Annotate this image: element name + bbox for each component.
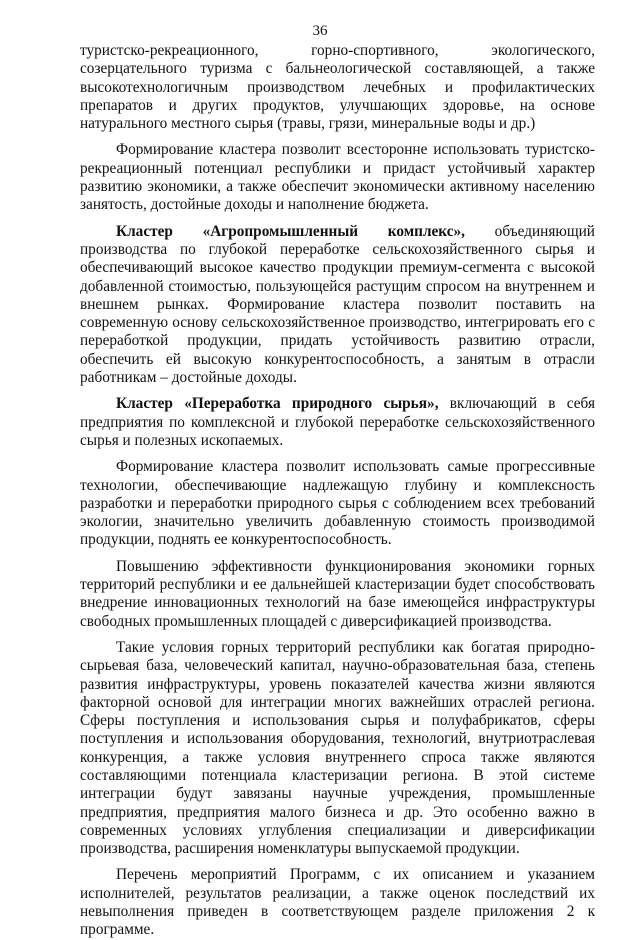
raw-materials-cluster-text: включающий в себя предприятия по комплексной и глубокой переработке сельскохозяйственного сырья и полезных ископаемых. xyxy=(80,395,595,449)
agro-cluster-heading: Кластер «Агропромышленный комплекс», xyxy=(116,222,466,240)
page-number: 36 xyxy=(312,23,328,39)
paragraph-program-list: Перечень мероприятий Программ, с их описанием и указанием исполнителей, результатов реализации, а также оценок последствий их невыполнения приведен в соответствующем разделе приложения 2 к программе. xyxy=(80,866,595,939)
paragraph-conditions: Такие условия горных территорий республики как богатая природно-сырьевая база, человеческий капитал, научно-образовательная база, степень развития инфраструктуры, уровень показателей качества жизни являются факторной основой для интеграции многих важнейших отраслей региона. Сферы поступления и использования сырья и полуфабрикатов, сферы поступления и использования оборудования, технологий, внутриотраслевая конкуренция, а также условия внутреннего спроса также являются составляющими потенциала кластеризации региона. В этой системе интеграции будут завязаны научные учреждения, промышленные предприятия, предприятия малого бизнеса и др. Это особенно важно в современных условиях углубления специализации и диверсификации производства, расширения номенклатуры выпускаемой продукции. xyxy=(80,638,595,858)
paragraph-raw-materials-effect: Формирование кластера позволит использовать самые прогрессивные технологии, обеспечивающие надлежащую глубину и комплексность разработки и переработки природного сырья с соблюдением всех требований экологии, значительно увеличить добавленную стоимость производимой продукции, поднять ее конкурентоспособность. xyxy=(80,458,595,549)
paragraph-raw-materials-cluster xyxy=(80,395,595,450)
paragraph-tourism-continuation: туристско-рекреационного, горно-спортивного, экологического, созерцательного туризма с бальнеологической составляющей, а также высокотехнологичным производством лечебных и профилактических препаратов и других продуктов, улучшающих здоровье, на основе натурального местного сырья (травы, грязи, минеральные воды и др.) xyxy=(80,42,595,133)
paragraph-efficiency: Повышению эффективности функционирования экономики горных территорий республики и ее дальнейшей кластеризации будет способствовать внедрение инновационных технологий на базе имеющейся инфраструктуры свободных промышленных площадей с диверсификацией производства. xyxy=(80,557,595,630)
agro-cluster-text: объединяющий производства по глубокой переработке сельскохозяйственного сырья и обеспечивающий высокое качество продукции премиум-сегмента с высокой добавленной стоимостью, пользующейся растущим спросом на внутреннем и внешнем рынках. Формирование кластера позволит поставить на современную основу сельскохозяйственное производство, интегрировать его с переработкой продукции, придать устойчивость развитию отрасли, обеспечить ей высокую конкурентоспособность, а занятым в отрасли работникам – достойные доходы. xyxy=(80,222,595,387)
document-body xyxy=(80,42,595,940)
paragraph-tourism-cluster-effect: Формирование кластера позволит всесторонне использовать туристско-рекреационный потенциал республики и придаст устойчивый характер развитию экономики, а также обеспечит экономически активному населению занятость, достойные доходы и наполнение бюджета. xyxy=(80,141,595,214)
raw-materials-cluster-heading: Кластер «Переработка природного сырья», xyxy=(116,395,439,413)
paragraph-agro-cluster xyxy=(80,223,595,388)
